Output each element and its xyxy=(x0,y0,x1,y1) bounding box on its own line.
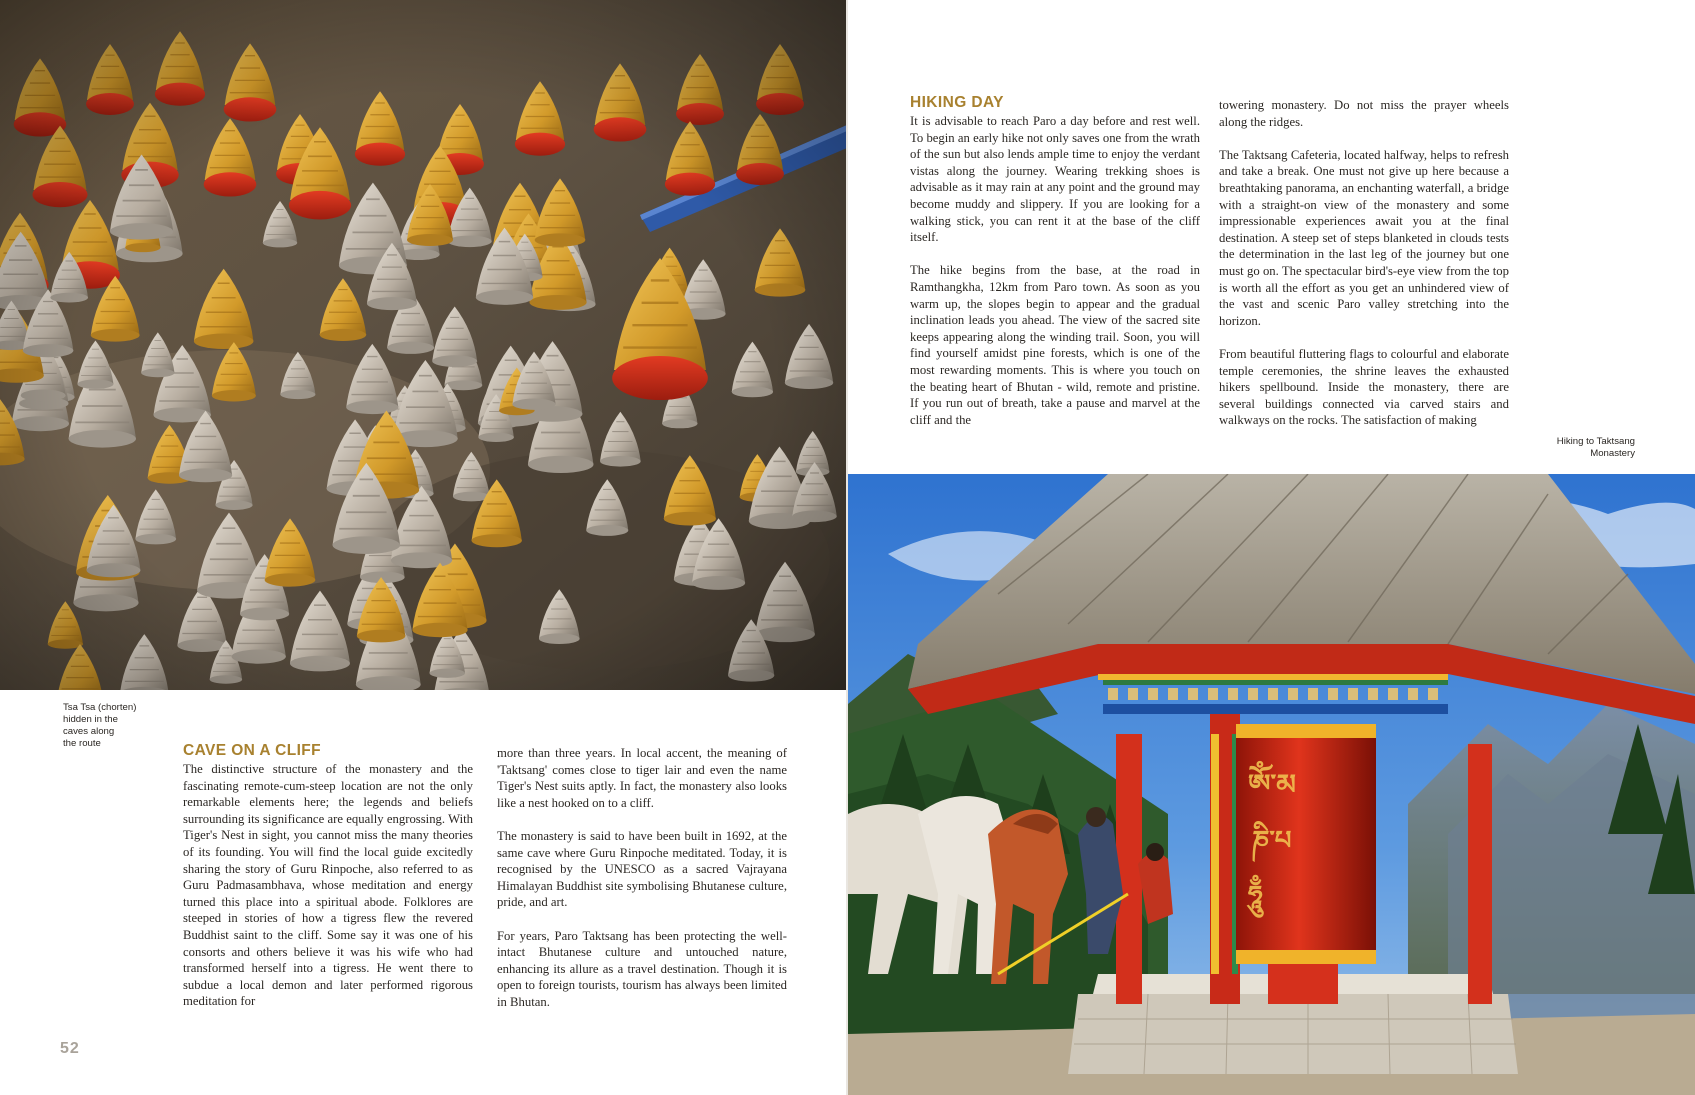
hiking-day-paragraph: It is advisable to reach Paro a day before and rest well. To begin an early hike not only saves one from the wrath of the sun but also lends ample time to enjoy the verdant vistas along the journey. Wearing trekking shoes is advisable as it may rain at any point and the ground may become muddy and slippery. If you are looking for a walking stick, you can rent it at the base of the cliff itself. xyxy=(910,114,1200,245)
caption-line: hidden in the xyxy=(63,714,118,725)
cave-paragraph: The monastery is said to have been built in 1692, at the same cave where Guru Rinpoche meditated. Today, it is recognised by the UNESCO as a sacred Vajrayana Himalayan Buddhist site symbolising Bhutanese culture, pride, and art. xyxy=(497,828,787,910)
cave-paragraph: For years, Paro Taktsang has been protecting the well-intact Bhutanese culture and untouched nature, enhancing its allure as a travel destination. Though it is open to foreign tourists, tourism has always been limited in Bhutan. xyxy=(497,928,787,1009)
prayer-wheel-image xyxy=(848,474,1695,1095)
hiking-day-paragraph: The Taktsang Cafeteria, located halfway, helps to refresh and take a break. One must not give up here because a breathtaking panorama, an enchanting waterfall, a bridge with a straight-on view of the monastery and some impressionable experiences await you at the final destination. A steep set of steps blanketed in clouds tests the determination in the last leg of the journey but one must go on. The spectacular bird's-eye view from the top is worth all the effort as you get an unhindered view of the vast and scenic Paro valley stretching into the horizon. xyxy=(1219,147,1509,328)
hiking-day-paragraph: The hike begins from the base, at the road in Ramthangkha, 12km from Paro town. As soon as you warm up, the slopes begin to appear and the gradual inclination leads you ahead. The view of the sacred site keeps appearing along the winding trail. Soon, you will find yourself amidst pine forests, which is one of the most rewarding moments. This is where you touch on the beating heart of Bhutan - wild, remote and pristine. If you run out of breath, take a pause and marvel at the cliff and the xyxy=(910,263,1200,427)
hiking-day-paragraph: towering monastery. Do not miss the prayer wheels along the ridges. xyxy=(1219,98,1509,129)
tsatsa-photo xyxy=(0,0,847,690)
cave-paragraph: more than three years. In local accent, the meaning of 'Taktsang' comes close to tiger lair and even the name Tiger's Nest suits aptly. In fact, the monastery also looks like a nest hooked on to a cliff. xyxy=(497,746,787,810)
caption-line: the route xyxy=(63,738,101,749)
hiking-day-paragraph: From beautiful fluttering flags to colourful and elaborate temple ceremonies, the shrine leaves the exhausted hikers spellbound. Inside the monastery, there are several buildings connected via carved stairs and walkways on the rocks. The satisfaction of making xyxy=(1219,346,1509,428)
hiking-day-column-1 xyxy=(910,113,1200,428)
caption-line: Hiking to Taktsang xyxy=(1556,436,1635,447)
caption-line: caves along xyxy=(63,726,115,737)
hiking-day-column-2 xyxy=(1219,97,1509,429)
svg-text:ཧཱུྃ: ཧཱུྃ xyxy=(1248,881,1263,911)
hiking-day-heading: HIKING DAY xyxy=(910,94,1004,111)
page-number: 52 xyxy=(60,1040,80,1057)
svg-text:ཨོཾ་མ: ཨོཾ་མ xyxy=(1248,768,1296,801)
cave-column-1 xyxy=(183,761,473,1010)
svg-text:ཎི་པ: ཎི་པ xyxy=(1252,826,1292,856)
prayer-wheel-photo xyxy=(848,474,1695,1095)
cave-heading: CAVE ON A CLIFF xyxy=(183,742,322,759)
caption-prayer-wheel xyxy=(1440,436,1635,460)
cave-column-2 xyxy=(497,745,787,1011)
caption-line: Monastery xyxy=(1590,448,1635,459)
cave-paragraph: The distinctive structure of the monastery and the fascinating remote-cum-steep location are not the only remarkable elements here; the legends and beliefs surrounding its significance are equally engrossing. With Tiger's Nest in sight, you cannot miss the many theories of its founding. You will find the local guide excitedly sharing the story of Guru Rinpoche, also referred to as Guru Padmasambhava, whose meditation and energy turned this place into a spiritual abode. Folklores are steeped in stories of how a tigress flew the revered Buddhist saint to the cliff. Some say it was one of his consorts and others believe it was his wife who had transformed herself into a tigress. He went there to subdue a local demon and later performed rigorous meditation for xyxy=(183,762,473,1009)
tsatsa-image xyxy=(0,0,847,690)
caption-line: Tsa Tsa (chorten) xyxy=(63,702,137,713)
caption-tsatsa xyxy=(63,702,173,750)
